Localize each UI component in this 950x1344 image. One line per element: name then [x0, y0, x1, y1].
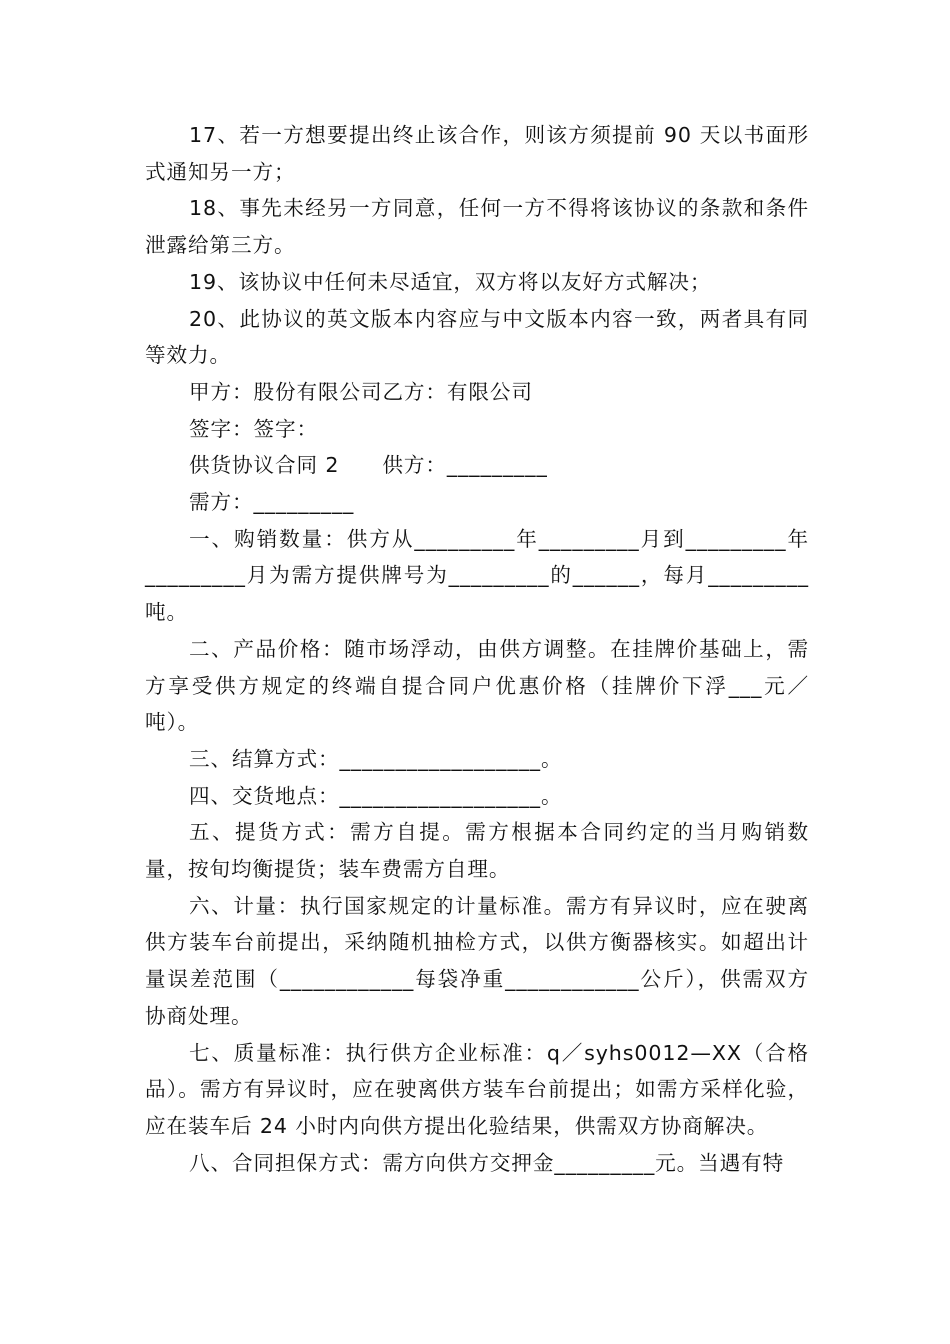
signature-line: 签字：签字：	[189, 416, 318, 441]
section-pickup: 五、提货方式：需方自提。需方根据本合同约定的当月购销数量，按旬均衡提货；装车费需方自理。	[145, 820, 809, 882]
document-body	[145, 117, 809, 1181]
section-settlement: 三、结算方式：__________________。	[189, 746, 563, 771]
clause-20: 20、此协议的英文版本内容应与中文版本内容一致，两者具有同等效力。	[145, 306, 809, 368]
clause-17: 17、若一方想要提出终止该合作，则该方须提前 90 天以书面形式通知另一方；	[145, 123, 809, 184]
contract-title-supplier: 供货协议合同 2 供方：_________	[189, 453, 548, 478]
section-price: 二、产品价格：随市场浮动，由供方调整。在挂牌价基础上，需方享受供方规定的终端自提合同户优惠价格（挂牌价下浮___元／吨）。	[145, 636, 809, 735]
section-quantity: 一、购销数量：供方从_________年_________月到_________年_________月为需方提供牌号为_________的______，每月_________吨。	[145, 526, 809, 625]
section-measurement: 六、计量：执行国家规定的计量标准。需方有异议时，应在驶离供方装车台前提出，采纳随机抽检方式，以供方衡器核实。如超出计量误差范围（____________每袋净重____________公斤），供需双方协商处理。	[145, 893, 809, 1028]
clause-18: 18、事先未经另一方同意，任何一方不得将该协议的条款和条件泄露给第三方。	[145, 196, 809, 258]
section-delivery-place: 四、交货地点：__________________。	[189, 783, 563, 808]
section-quality: 七、质量标准：执行供方企业标准：q／syhs0012—XX（合格品）。需方有异议时，应在驶离供方装车台前提出；如需方采样化验，应在装车后 24 小时内向供方提出化验结果，供需双方协商解决。	[145, 1040, 809, 1138]
clause-19: 19、该协议中任何未尽适宜，双方将以友好方式解决；	[189, 269, 712, 294]
parties-line: 甲方：股份有限公司乙方：有限公司	[189, 379, 533, 404]
section-guarantee: 八、合同担保方式：需方向供方交押金_________元。当遇有特	[189, 1150, 785, 1175]
buyer-line: 需方：_________	[189, 490, 355, 515]
